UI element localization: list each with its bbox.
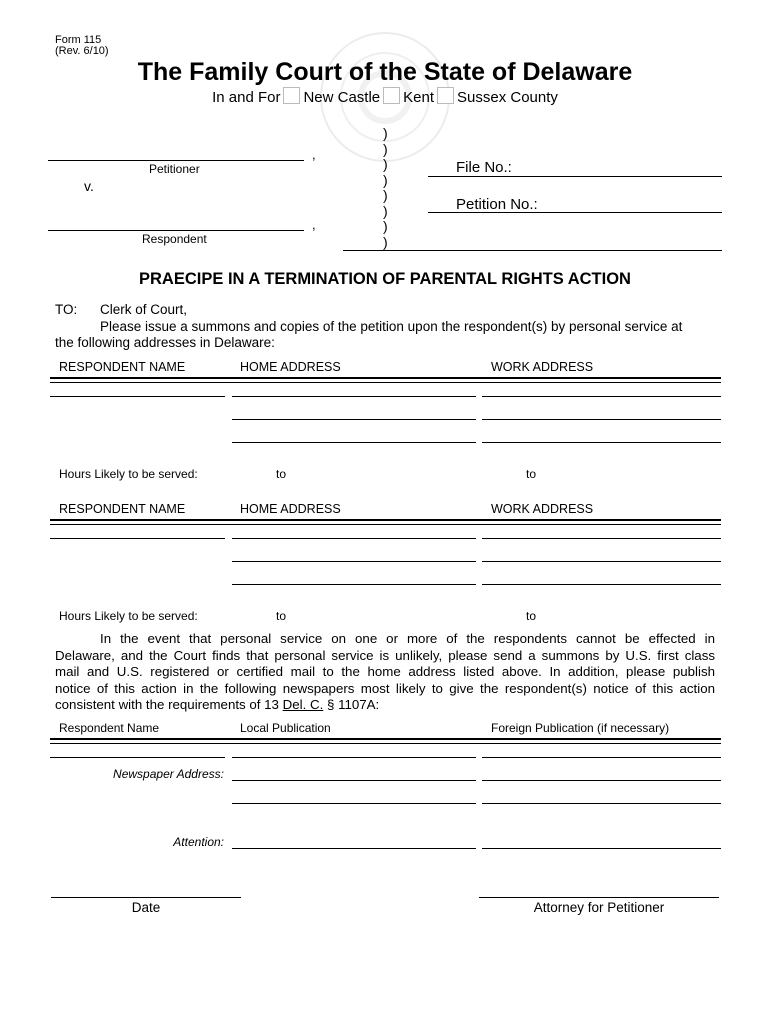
hours-label-1: Hours Likely to be served: xyxy=(59,467,198,481)
del-code-citation: Del. C. xyxy=(282,697,324,712)
foreign-publication-header: Foreign Publication (if necessary) xyxy=(491,721,670,735)
attorney-signature-field[interactable] xyxy=(479,897,719,898)
local-publication-field[interactable] xyxy=(232,757,476,758)
pub-respondent-name-header: Respondent Name xyxy=(59,721,160,735)
home-address-header-2: HOME ADDRESS xyxy=(240,502,341,516)
respondent-2-home-field-3[interactable] xyxy=(232,584,476,585)
respondent-comma: , xyxy=(312,217,316,232)
respondent-2-work-field-2[interactable] xyxy=(482,561,721,562)
respondent-2-name-field[interactable] xyxy=(50,538,225,539)
respondent-2-home-field-1[interactable] xyxy=(232,538,476,539)
petition-no-label: Petition No.: xyxy=(456,196,538,213)
foreign-attention-field[interactable] xyxy=(482,848,721,849)
respondent-name-header: RESPONDENT NAME xyxy=(59,360,186,374)
respondent-1-work-field-1[interactable] xyxy=(482,396,721,397)
kent-label: Kent xyxy=(403,89,435,106)
respondent-1-work-field-2[interactable] xyxy=(482,419,721,420)
respondent-2-home-field-2[interactable] xyxy=(232,561,476,562)
file-no-label: File No.: xyxy=(456,159,512,176)
instruction-line-1: Please issue a summons and copies of the petition upon the respondent(s) by personal service at xyxy=(100,319,683,334)
to-label: TO: xyxy=(55,302,78,317)
versus-label: v. xyxy=(84,178,94,194)
respondent-name-header-2: RESPONDENT NAME xyxy=(59,502,186,516)
respondent-1-work-field-3[interactable] xyxy=(482,442,721,443)
new-castle-label: New Castle xyxy=(303,89,381,106)
respondent-1-name-field[interactable] xyxy=(50,396,225,397)
local-newspaper-address-field-2[interactable] xyxy=(232,803,476,804)
hours-to-work-1: to xyxy=(526,467,537,481)
date-field[interactable] xyxy=(51,897,241,898)
file-no-field[interactable] xyxy=(428,176,722,177)
petition-no-field[interactable] xyxy=(428,212,722,213)
work-address-header-2: WORK ADDRESS xyxy=(491,502,594,516)
petitioner-line[interactable] xyxy=(48,160,304,161)
form-revision: (Rev. 6/10) xyxy=(55,45,109,57)
in-and-for-label: In and For xyxy=(212,89,281,106)
new-castle-checkbox[interactable] xyxy=(283,87,300,104)
pub-respondent-name-field[interactable] xyxy=(50,757,225,758)
hours-to-home-2: to xyxy=(276,609,287,623)
caption-bottom-line xyxy=(343,250,722,251)
respondent-label: Respondent xyxy=(142,232,207,246)
hours-label-2: Hours Likely to be served: xyxy=(59,609,198,623)
local-newspaper-address-field-1[interactable] xyxy=(232,780,476,781)
form-number: Form 115 xyxy=(55,34,102,46)
respondent-2-work-field-1[interactable] xyxy=(482,538,721,539)
newspaper-address-label: Newspaper Address: xyxy=(113,767,224,781)
foreign-newspaper-address-field-1[interactable] xyxy=(482,780,721,781)
petitioner-label: Petitioner xyxy=(149,162,200,176)
respondent-2-work-field-3[interactable] xyxy=(482,584,721,585)
hours-to-work-2: to xyxy=(526,609,537,623)
publication-paragraph: In the event that personal service on one or more of the respondents cannot be effected in Delaware, and the Court finds that personal service is unlikely, please send a summons by U.S. first class mail and U.S. registered or certified mail to the home address listed above. In addition, please publish notice of this action in the following newspapers most likely to give the respondent(s) notice of this action consistent with the requirements of 13 Del. C. § 1107A: xyxy=(55,631,715,712)
foreign-publication-field[interactable] xyxy=(482,757,721,758)
document-title: PRAECIPE IN A TERMINATION OF PARENTAL RIGHTS ACTION xyxy=(139,270,631,288)
hours-to-home-1: to xyxy=(276,467,287,481)
respondent-1-home-field-2[interactable] xyxy=(232,419,476,420)
local-publication-header: Local Publication xyxy=(240,721,331,735)
home-address-header: HOME ADDRESS xyxy=(240,360,341,374)
table-1-rule xyxy=(50,377,721,383)
instruction-line-2: the following addresses in Delaware: xyxy=(55,335,275,350)
date-label: Date xyxy=(131,900,161,915)
respondent-1-home-field-1[interactable] xyxy=(232,396,476,397)
kent-checkbox[interactable] xyxy=(383,87,400,104)
respondent-1-home-field-3[interactable] xyxy=(232,442,476,443)
foreign-newspaper-address-field-2[interactable] xyxy=(482,803,721,804)
sussex-checkbox[interactable] xyxy=(437,87,454,104)
addressee: Clerk of Court, xyxy=(100,302,188,317)
court-title: The Family Court of the State of Delaware xyxy=(137,58,633,86)
caption-parentheses: ) ) ) ) ) ) ) ) xyxy=(383,125,388,250)
county-selector xyxy=(0,87,770,106)
work-address-header: WORK ADDRESS xyxy=(491,360,594,374)
sussex-label: Sussex County xyxy=(457,89,558,106)
attention-label: Attention: xyxy=(173,835,224,849)
respondent-line[interactable] xyxy=(48,230,304,231)
table-2-rule xyxy=(50,519,721,525)
pub-table-rule xyxy=(50,738,721,744)
local-attention-field[interactable] xyxy=(232,848,476,849)
petitioner-comma: , xyxy=(312,147,316,162)
attorney-label: Attorney for Petitioner xyxy=(533,900,665,915)
